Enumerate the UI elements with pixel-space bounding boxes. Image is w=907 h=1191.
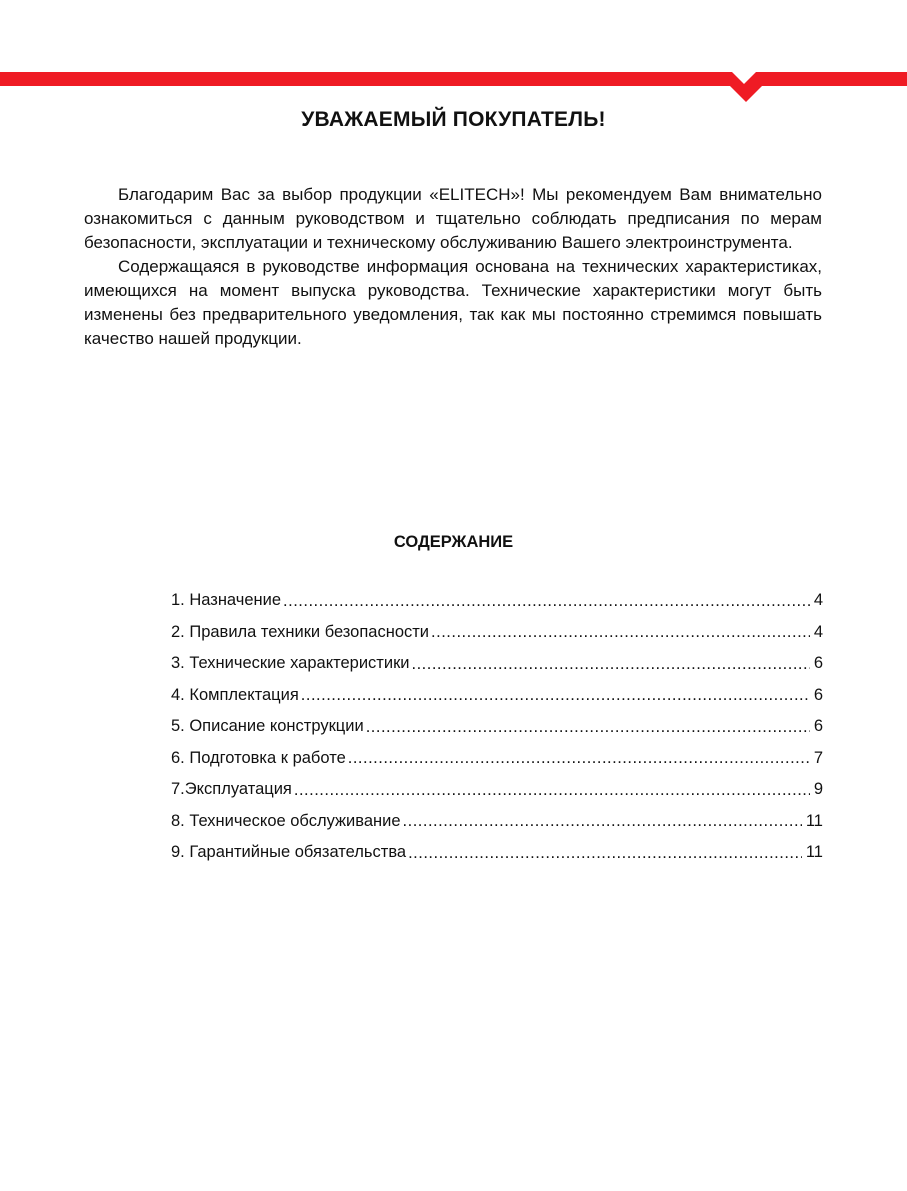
toc-item-leader bbox=[294, 780, 810, 800]
toc-item[interactable] bbox=[171, 617, 823, 649]
toc-item[interactable] bbox=[171, 837, 823, 869]
header-band bbox=[0, 0, 907, 110]
toc-item-label: 7.Эксплуатация bbox=[171, 780, 292, 799]
toc-item[interactable] bbox=[171, 648, 823, 680]
toc-item[interactable] bbox=[171, 774, 823, 806]
toc-item[interactable] bbox=[171, 680, 823, 712]
toc-item-label: 8. Техническое обслуживание bbox=[171, 811, 401, 830]
toc-item-label: 2. Правила техники безопасности bbox=[171, 622, 430, 641]
toc-item-label: 9. Гарантийные обязательства bbox=[171, 843, 407, 862]
toc-item-label: 5. Описание конструкции bbox=[171, 717, 364, 736]
toc-item-leader bbox=[283, 591, 810, 611]
toc-item-label: 3. Технические характеристики bbox=[171, 654, 410, 673]
toc-item-label: 4. Комплектация bbox=[171, 685, 299, 704]
toc-item-page: 7 bbox=[813, 748, 823, 767]
intro-paragraph-1: Благодарим Вас за выбор продукции «ELITECH»! Мы рекомендуем Вам внимательно ознакомиться с данным руководством и тщательно соблюдать предписания по мерам безопасности, эксплуатации и техническому обслуживанию Вашего электроинструмента. bbox=[84, 185, 822, 252]
toc-item-leader bbox=[348, 748, 810, 768]
toc-item-page: 11 bbox=[805, 843, 823, 862]
toc-item-page: 4 bbox=[813, 622, 823, 641]
toc-item-leader bbox=[403, 811, 802, 831]
toc-item-page: 6 bbox=[813, 685, 823, 704]
toc-item-label: 1. Назначение bbox=[171, 591, 282, 610]
toc-item-leader bbox=[366, 717, 810, 737]
header-band-stripe bbox=[0, 72, 907, 102]
toc-item[interactable] bbox=[171, 711, 823, 743]
header-band-graphic bbox=[0, 0, 907, 110]
toc-item-label: 6. Подготовка к работе bbox=[171, 748, 346, 767]
toc-item-leader bbox=[431, 622, 810, 642]
toc-item-page: 6 bbox=[813, 654, 823, 673]
toc-item-leader bbox=[301, 685, 810, 705]
intro-text bbox=[84, 183, 822, 351]
toc-item[interactable] bbox=[171, 806, 823, 838]
page-title: УВАЖАЕМЫЙ ПОКУПАТЕЛЬ! bbox=[301, 108, 606, 131]
toc-item-page: 9 bbox=[813, 780, 823, 799]
toc-item-leader bbox=[408, 843, 802, 863]
toc-item-leader bbox=[412, 654, 810, 674]
table-of-contents bbox=[171, 585, 823, 869]
toc-item-page: 11 bbox=[805, 811, 823, 830]
toc-item[interactable] bbox=[171, 743, 823, 775]
toc-item-page: 6 bbox=[813, 717, 823, 736]
toc-item-page: 4 bbox=[813, 591, 823, 610]
intro-paragraph-2: Содержащаяся в руководстве информация основана на технических характеристиках, имеющихся на момент выпуска руководства. Технические характеристики могут быть изменены без предварительного уведомления, так как мы постоянно стремимся повышать качество нашей продукции. bbox=[84, 257, 822, 348]
toc-heading: СОДЕРЖАНИЕ bbox=[393, 533, 514, 551]
toc-item[interactable] bbox=[171, 585, 823, 617]
